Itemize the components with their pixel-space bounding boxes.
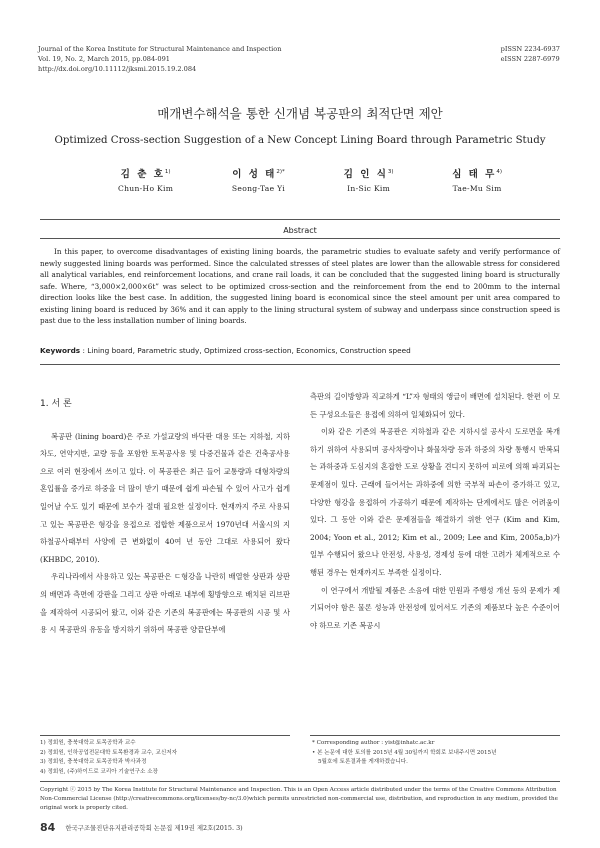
author-2	[232, 166, 285, 193]
author-affil-mark: 1)	[164, 168, 171, 175]
body-paragraph: 측판의 길이방향과 직교하게 “L”자 형태의 앵글이 배면에 설치된다. 한편 이 모든 구성요소들은 용접에 의하여 일체화되어 있다.	[310, 392, 560, 419]
author-name-ko: 심 태 무	[452, 169, 497, 180]
author-name-en: Tae-Mu Sim	[452, 184, 502, 193]
author-3	[344, 166, 394, 193]
journal-footer-name: 한국구조물진단유지관리공학회 논문집 제19권 제2호(2015. 3)	[65, 824, 243, 832]
abstract-top-rule	[40, 219, 560, 220]
eissn: eISSN 2287-6979	[500, 55, 560, 63]
footnotes-affiliations	[40, 739, 290, 777]
volume-info: Vol. 19, No. 2, March 2015, pp.084-091	[38, 55, 170, 63]
abstract-heading-rule	[40, 238, 560, 239]
keywords-line	[40, 346, 560, 355]
footnote-rule-left	[40, 735, 290, 736]
author-name-ko: 김 인 식	[343, 169, 388, 180]
page-footer	[40, 821, 243, 834]
footnote: 3) 정회원, 충북대학교 토목공학과 박사과정	[40, 759, 147, 765]
section-heading-intro: 1. 서 론	[40, 399, 72, 409]
copyright-notice: Copyright ⓒ 2015 by The Korea Institute for Structural Maintenance and Inspection. This is an Open Access article distributed under the terms of the Creative Commons Attribution Non-Commercial License (http://creativecommons.org/licenses/by-nc/3.0)which permits unrestricted non-commercial use, distribution, and reproduction in any medium, provided the original work is properly cited.	[40, 787, 558, 812]
abstract-heading: Abstract	[283, 226, 317, 235]
page-number: 84	[40, 821, 56, 834]
footnotes-correspondence	[312, 739, 560, 768]
keywords-label: Keywords	[40, 346, 81, 355]
right-column	[310, 388, 560, 634]
footnote: 5월호에 토론결과를 게재하겠습니다.	[318, 759, 408, 765]
author-name-ko: 김 춘 호	[120, 169, 165, 180]
author-list	[118, 166, 502, 193]
author-affil-mark: 2)*	[276, 168, 285, 175]
body-paragraph: 이와 같은 기존의 복공판은 지하철과 같은 지하시설 공사시 도로면을 복개하기 위하여 사용되며 공사차량이나 화물차량 등과 하중의 차량 통행시 반복되는 과하중과 도심지의 혼잡한 도로 상황을 견디지 못하여 피로에 의해 파괴되는 문제점이 있다. 근래에 들어서는 과하중에 의한 국부적 파손이 증가하고 있고, 다양한 형강을 용접하여 가공하기 때문에 제작하는 단계에서도 많은 어려움이 있다. 그 동안 이와 같은 문제점들을 해결하기 위한 연구 (Kim and Kim, 2004; Yoon et al., 2012; Kim et al., 2009; Lee and Kim, 2005a,b)가 일부 수행되어 왔으나 안전성, 사용성, 경제성 등에 대한 고려가 체계적으로 수행된 경우는 현재까지도 부족한 실정이다.	[310, 427, 560, 577]
keywords-text: : Lining board, Parametric study, Optimized cross-section, Economics, Construction speed	[80, 346, 411, 355]
paper-title-english: Optimized Cross-section Suggestion of a New Concept Lining Board through Parametric Study	[54, 135, 546, 146]
author-affil-mark: 4)	[496, 168, 502, 175]
footnote: * Corresponding author : yist@inhatc.ac.kr	[312, 740, 435, 746]
author-4	[452, 166, 502, 193]
copyright-rule	[40, 781, 560, 782]
author-name-en: Chun-Ho Kim	[118, 184, 174, 193]
footnote: 1) 정회원, 충북대학교 토목공학과 교수	[40, 740, 136, 746]
journal-name: Journal of the Korea Institute for Structural Maintenance and Inspection	[38, 45, 282, 53]
footnote: • 본 논문에 대한 토의를 2015년 4월 30일까지 학회로 보내주시면 2015년	[312, 749, 497, 756]
body-paragraph: 우리나라에서 사용하고 있는 복공판은 ㄷ형강을 나란히 배열한 상판과 상판의 배면과 측면에 강판을 그리고 상판 아래로 내부에 횡방향으로 배치된 리브판을 제작하여 시공되어 왔고, 이와 같은 기존의 복공판에는 복공판의 시공 및 사용 시 복공판의 유동을 방지하기 위하여 복공판 양끝단부에	[40, 572, 290, 635]
footnote: 2) 정회원, 인하공업전문대학 토목환경과 교수, 교신저자	[40, 749, 178, 756]
abstract-text: In this paper, to overcome disadvantages of existing lining boards, the parametric studies to evaluate safety and verify performance of newly suggested lining boards was performed. Since the calculated stresses of steel plates are lower than the allowable stress for considered all analytical variables, end reinforcement locations, and crane rail loads, it can be concluded that the suggested lining board is structurally safe. Where, “3,000×2,000×6t” was select to be optimized cross-section and the reinforcement from the end to 200mm to the internal direction looks like the best case. In addition, the suggested lining board is economical since the steel amount per unit area compared to existing lining board is reduced by 36% and it can apply to the lining structural system of subway and underpass since construction speed is past due to the less installation number of lining boards.	[40, 247, 560, 325]
footnote: 4) 정회원, (주)하이드로 코리아 기술연구소 소장	[40, 768, 159, 775]
body-paragraph: 복공판 (lining board)은 주로 가설교량의 바닥판 대용 또는 지하철, 지하차도, 연약지반, 교량 등을 포함한 토목공사용 및 다중건물과 같은 건축공사용으로 여러 현장에서 쓰이고 있다. 이 복공판은 최근 들어 교통량과 대형차량의 혼입률을 증가로 하중을 더 많이 받기 때문에 쉽게 파손될 수 있어 사고가 쉽게 일어날 수도 있기 때문에 보수가 절대 필요한 실정이다. 현재까지 주로 사용되고 있는 복공판은 형강을 용접으로 접합한 제품으로서 1970년대 서울시의 지하철공사때부터 사양에 큰 변화없이 40여 년 동안 그대로 사용되어 왔다 (KHBDC, 2010).	[40, 431, 290, 564]
left-column	[40, 396, 290, 639]
author-name-en: In-Sic Kim	[347, 184, 391, 193]
body-paragraph: 이 연구에서 개발될 제품은 소음에 대한 민원과 주행성 개선 등의 문제가 제기되어야 함은 물론 성능과 안전성에 있어서도 기존의 제품보다 높은 수준이어야 하므로 기존 복공시	[310, 585, 560, 630]
keywords-bottom-rule	[40, 364, 560, 365]
author-name-en: Seong-Tae Yi	[231, 184, 286, 193]
journal-header-left	[38, 44, 281, 74]
doi-link[interactable]: http://dx.doi.org/10.11112/jksmi.2015.19.2.084	[38, 65, 197, 73]
author-1	[118, 166, 173, 193]
paper-title-korean: 매개변수해석을 통한 신개념 복공판의 최적단면 제안	[157, 106, 443, 121]
author-name-ko: 이 성 태	[232, 169, 277, 180]
author-affil-mark: 3)	[387, 168, 394, 175]
pissn: pISSN 2234-6937	[500, 45, 560, 53]
journal-header-right	[501, 44, 560, 64]
footnote-rule-right	[310, 735, 560, 736]
